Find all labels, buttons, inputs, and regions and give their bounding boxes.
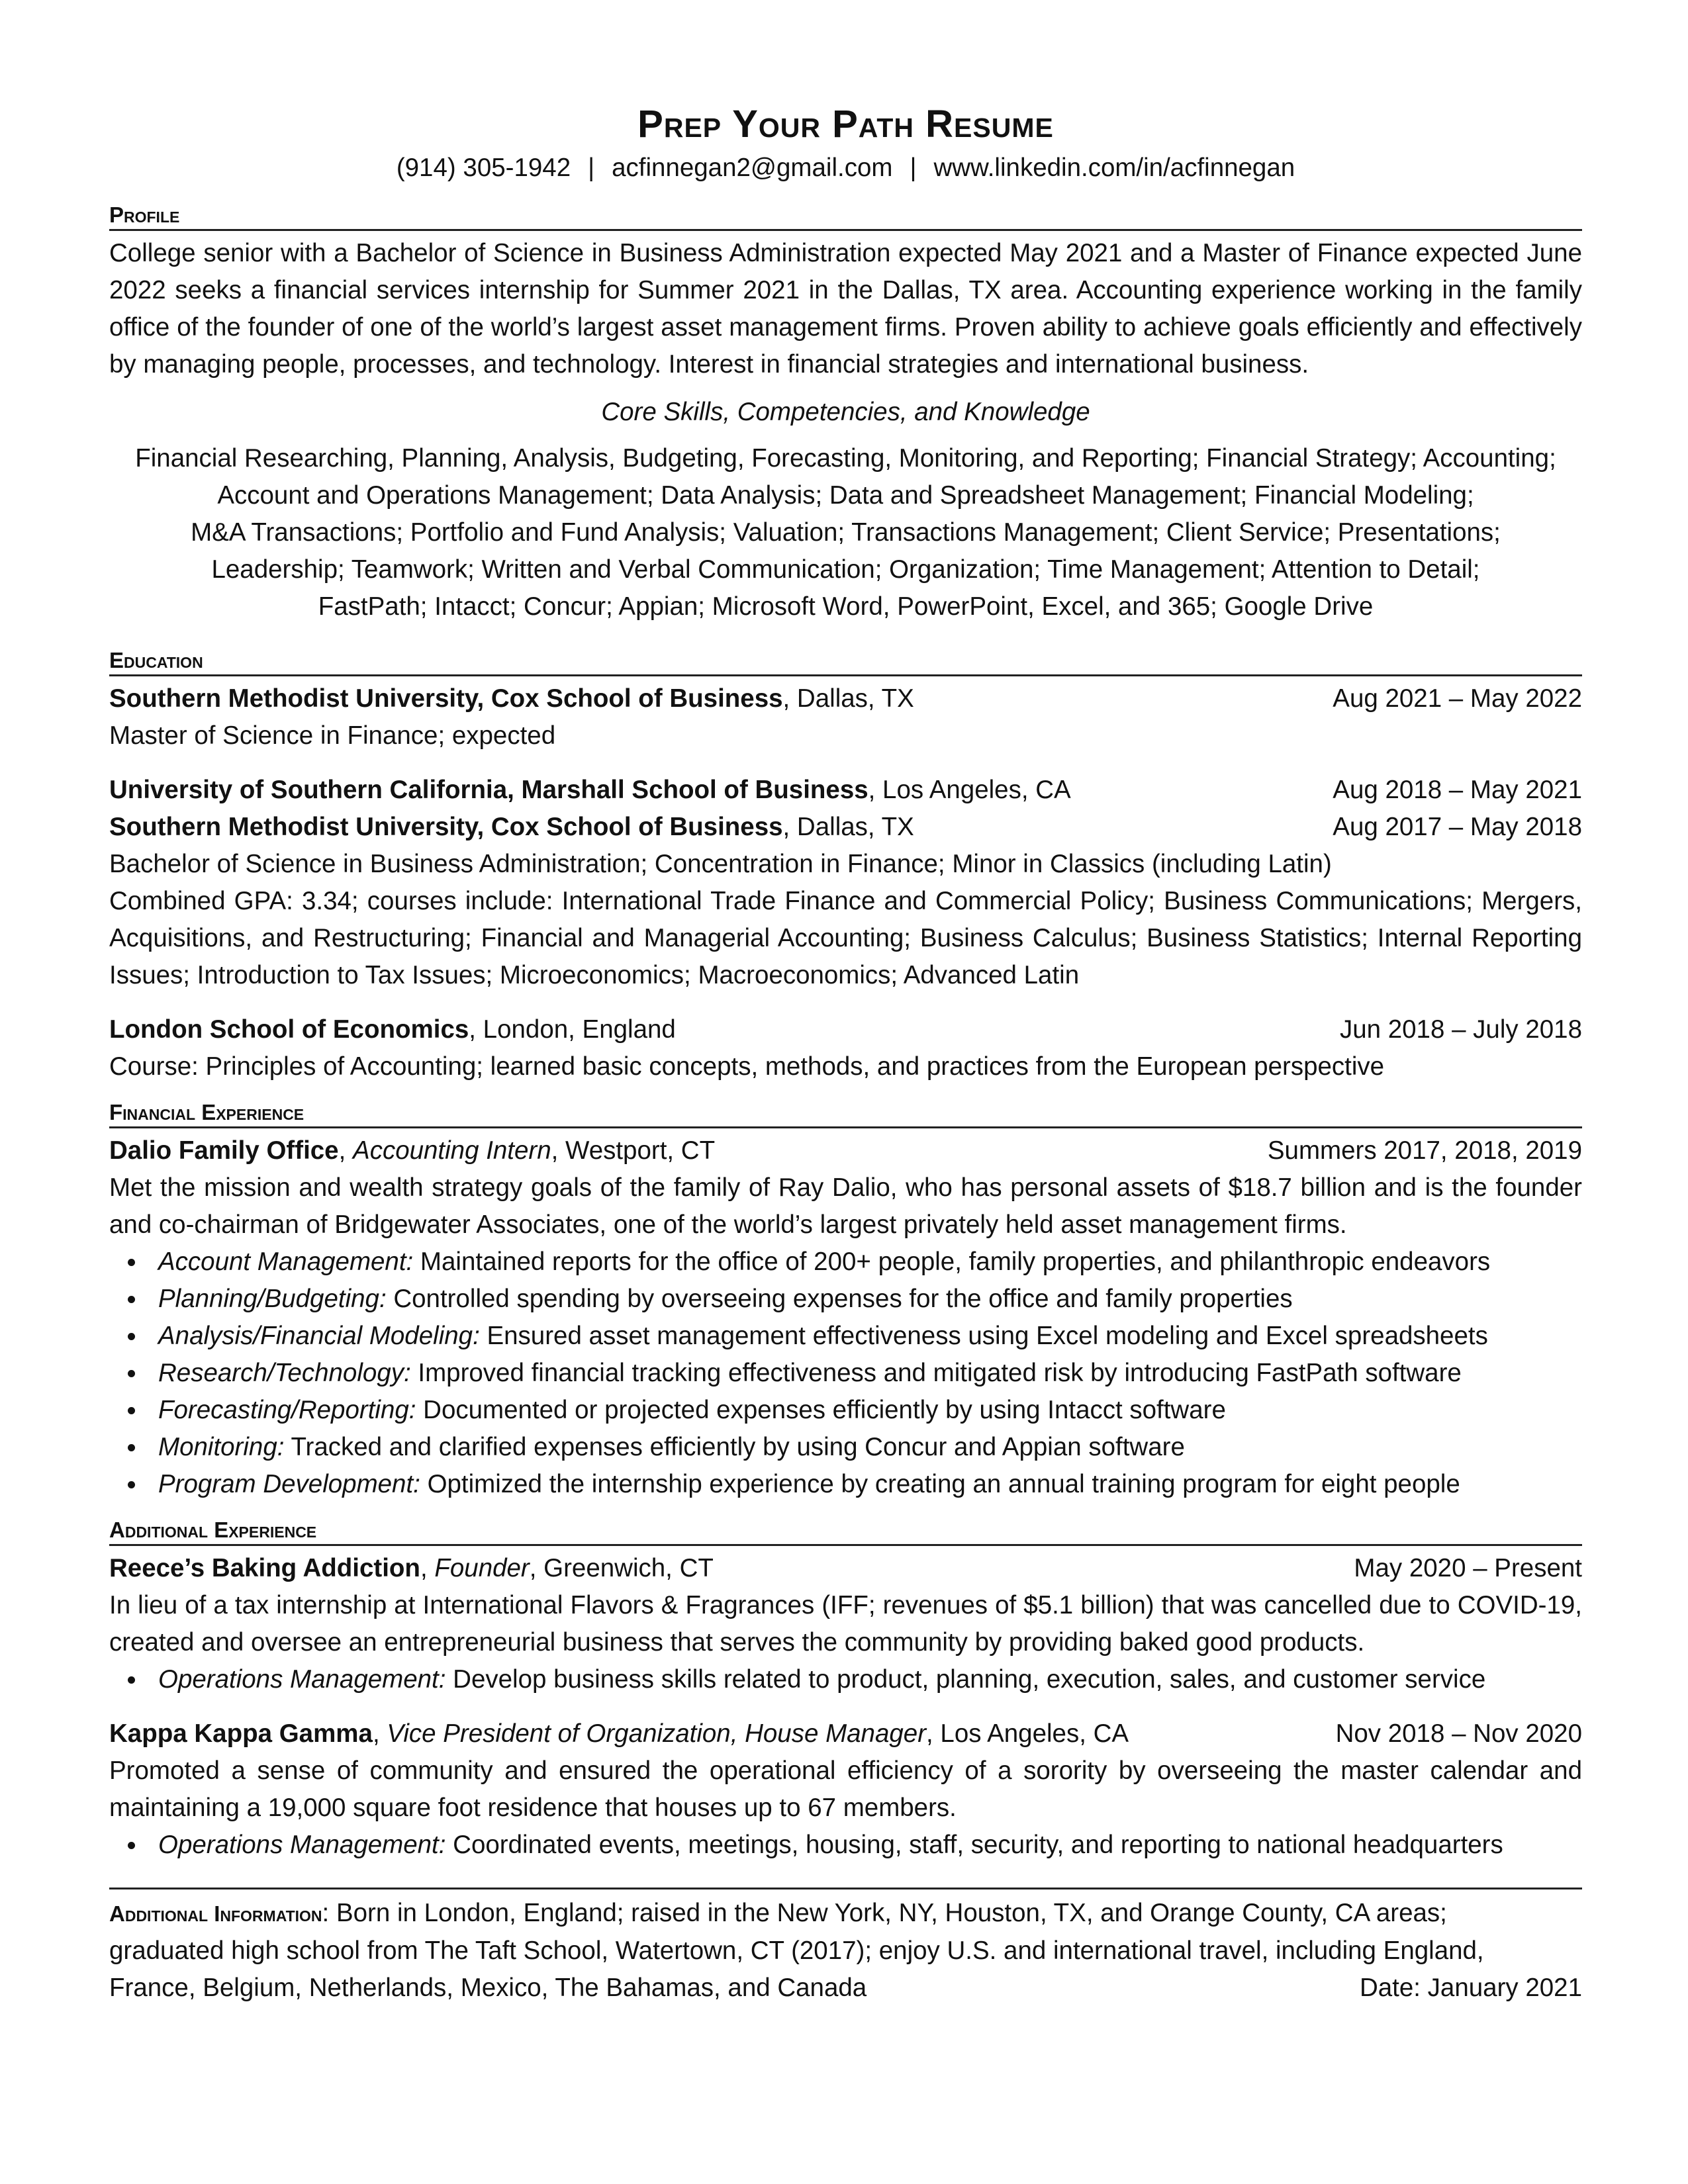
skills-line: FastPath; Intacct; Concur; Appian; Microsoft Word, PowerPoint, Excel, and 365; Google Drive — [318, 592, 1374, 621]
list-item — [158, 1429, 1582, 1466]
bullet-text: Ensured asset management effectiveness using Excel modeling and Excel spreadsheets — [479, 1322, 1488, 1350]
bullet-label: Operations Management: — [158, 1831, 446, 1859]
experience-dates: May 2020 – Present — [1354, 1554, 1582, 1582]
job-title: Founder — [434, 1554, 530, 1582]
experience-entry-kkg: Kappa Kappa Gamma, Vice President of Organization, House Manager, Los Angeles, CA Nov 2018 – Nov 2020 — [109, 1715, 1582, 1752]
info-line: graduated high school from The Taft School, Watertown, CT (2017); enjoy U.S. and international travel, including England, — [109, 1936, 1484, 1965]
course-detail: Course: Principles of Accounting; learned basic concepts, methods, and practices from the European perspective — [109, 1052, 1385, 1081]
experience-entry-dalio: Dalio Family Office, Accounting Intern, Westport, CT Summers 2017, 2018, 2019 — [109, 1132, 1582, 1169]
bullet-text: Improved financial tracking effectiveness and mitigated risk by introducing FastPath software — [410, 1359, 1462, 1387]
education-entry-usc — [109, 772, 1582, 809]
bullet-label: Operations Management: — [158, 1665, 446, 1694]
list-item — [158, 1466, 1582, 1503]
school-name: Southern Methodist University, Cox School of Business — [109, 684, 783, 713]
experience-summary: Promoted a sense of community and ensured the operational efficiency of a sorority by overseeing the master calendar and maintaining a 19,000 square foot residence that houses up to 67 members. — [109, 1756, 1582, 1822]
bullet-label: Account Management: — [158, 1248, 414, 1276]
school-location: , Dallas, TX — [782, 684, 914, 713]
job-title: Accounting Intern — [353, 1136, 551, 1165]
info-last-row — [109, 1970, 1582, 2007]
email-address: acfinnegan2@gmail.com — [612, 154, 893, 182]
bullet-label: Forecasting/Reporting: — [158, 1396, 416, 1424]
job-title: Vice President of Organization, House Manager — [387, 1719, 927, 1748]
bullet-label: Monitoring: — [158, 1433, 285, 1461]
phone-number: (914) 305-1942 — [396, 154, 571, 182]
coursework-detail: Combined GPA: 3.34; courses include: International Trade Finance and Commercial Policy; Business Communications; Mergers, Acquisitions, and Restructuring; Financial and Managerial Accounting; Business Calculus; Business Statistics; Internal Reporting Issues; Introduction to Tax Issues; Microeconomics; Macroeconomics; Advanced Latin — [109, 887, 1582, 989]
skills-line: Leadership; Teamwork; Written and Verbal Communication; Organization; Time Management; Attention to Detail; — [211, 555, 1480, 584]
bullet-text: Documented or projected expenses efficiently by using Intacct software — [416, 1396, 1226, 1424]
accomplishment-list — [109, 1661, 1582, 1698]
bullet-label: Analysis/Financial Modeling: — [158, 1322, 480, 1350]
education-dates: Aug 2018 – May 2021 — [1333, 776, 1582, 804]
bullet-text: Coordinated events, meetings, housing, staff, security, and reporting to national headquarters — [445, 1831, 1503, 1859]
education-dates: Aug 2021 – May 2022 — [1333, 684, 1582, 713]
school-name: London School of Economics — [109, 1015, 469, 1044]
list-item — [158, 1661, 1582, 1698]
organization-name: Kappa Kappa Gamma — [109, 1719, 373, 1748]
info-line: : Born in London, England; raised in the New York, NY, Houston, TX, and Orange County, CA areas; — [322, 1899, 1447, 1927]
bullet-text: Maintained reports for the office of 200+ people, family properties, and philanthropic endeavors — [413, 1248, 1491, 1276]
bullet-label: Program Development: — [158, 1470, 420, 1498]
experience-dates: Nov 2018 – Nov 2020 — [1335, 1719, 1582, 1748]
list-item — [158, 1318, 1582, 1355]
job-location: , Westport, CT — [551, 1136, 716, 1165]
bullet-text: Tracked and clarified expenses efficiently by using Concur and Appian software — [284, 1433, 1185, 1461]
bullet-text: Optimized the internship experience by creating an annual training program for eight people — [420, 1470, 1460, 1498]
bullet-label: Research/Technology: — [158, 1359, 411, 1387]
experience-summary: Met the mission and wealth strategy goals of the family of Ray Dalio, who has personal assets of $18.7 billion and is the founder and co-chairman of Bridgewater Associates, one of the world’s largest privately held asset management firms. — [109, 1173, 1582, 1239]
profile-heading: Profile — [109, 201, 1582, 231]
skills-line: Account and Operations Management; Data Analysis; Data and Spreadsheet Management; Financial Modeling; — [217, 481, 1474, 510]
education-entry-lse — [109, 1011, 1582, 1048]
experience-entry-baking: Reece’s Baking Addiction, Founder, Greenwich, CT May 2020 – Present — [109, 1550, 1582, 1587]
accomplishment-list — [109, 1244, 1582, 1503]
job-location: , Greenwich, CT — [529, 1554, 714, 1582]
resume-page — [109, 99, 1582, 2007]
info-line: France, Belgium, Netherlands, Mexico, The Bahamas, and Canada — [109, 1974, 867, 2002]
resume-title: Prep Your Path Resume — [637, 103, 1054, 146]
accomplishment-list — [109, 1827, 1582, 1864]
skills-title: Core Skills, Competencies, and Knowledge — [601, 398, 1090, 426]
school-location: , Los Angeles, CA — [868, 776, 1071, 804]
skills-line: Financial Researching, Planning, Analysis, Budgeting, Forecasting, Monitoring, and Reporting; Financial Strategy; Accounting; — [135, 444, 1556, 473]
list-item — [158, 1281, 1582, 1318]
contact-separator: | — [588, 154, 595, 182]
contact-line — [109, 150, 1582, 187]
education-entry-smu-undergraduate — [109, 809, 1582, 846]
linkedin-url: www.linkedin.com/in/acfinnegan — [933, 154, 1295, 182]
bullet-label: Planning/Budgeting: — [158, 1285, 387, 1313]
contact-separator: | — [910, 154, 917, 182]
education-dates: Aug 2017 – May 2018 — [1333, 813, 1582, 841]
list-item — [158, 1244, 1582, 1281]
job-location: , Los Angeles, CA — [926, 1719, 1129, 1748]
education-dates: Jun 2018 – July 2018 — [1339, 1015, 1582, 1044]
list-item — [158, 1355, 1582, 1392]
financial-experience-heading: Financial Experience — [109, 1099, 1582, 1128]
school-name: Southern Methodist University, Cox School of Business — [109, 813, 783, 841]
school-name: University of Southern California, Marshall School of Business — [109, 776, 868, 804]
list-item — [158, 1392, 1582, 1429]
bullet-text: Develop business skills related to product, planning, execution, sales, and customer service — [445, 1665, 1486, 1694]
school-location: , Dallas, TX — [782, 813, 914, 841]
document-date: Date: January 2021 — [1359, 1974, 1582, 2002]
degree-detail: Master of Science in Finance; expected — [109, 721, 556, 750]
additional-information — [109, 1895, 1582, 1933]
degree-detail: Bachelor of Science in Business Administration; Concentration in Finance; Minor in Classics (including Latin) — [109, 850, 1332, 878]
additional-experience-heading: Additional Experience — [109, 1516, 1582, 1546]
organization-name: Reece’s Baking Addiction — [109, 1554, 420, 1582]
list-item — [158, 1827, 1582, 1864]
school-location: , London, England — [469, 1015, 676, 1044]
skills-line: M&A Transactions; Portfolio and Fund Analysis; Valuation; Transactions Management; Client Service; Presentations; — [191, 518, 1501, 547]
experience-summary: In lieu of a tax internship at International Flavors & Fragrances (IFF; revenues of $5.1 billion) that was cancelled due to COVID-19, created and oversee an entrepreneurial business that serves the community by providing baked good products. — [109, 1591, 1582, 1657]
additional-information-heading: Additional Information — [109, 1901, 322, 1926]
profile-summary: College senior with a Bachelor of Science in Business Administration expected May 2021 and a Master of Finance expected June 2022 seeks a financial services internship for Summer 2021 in the Dallas, TX area. Accounting experience working in the family office of the founder of one of the world’s largest asset management firms. Proven ability to achieve goals efficiently and effectively by managing people, processes, and technology. Interest in financial strategies and international business. — [109, 239, 1582, 379]
education-entry-smu-graduate — [109, 680, 1582, 717]
education-heading: Education — [109, 647, 1582, 676]
organization-name: Dalio Family Office — [109, 1136, 339, 1165]
bullet-text: Controlled spending by overseeing expenses for the office and family properties — [386, 1285, 1293, 1313]
experience-dates: Summers 2017, 2018, 2019 — [1267, 1136, 1582, 1165]
